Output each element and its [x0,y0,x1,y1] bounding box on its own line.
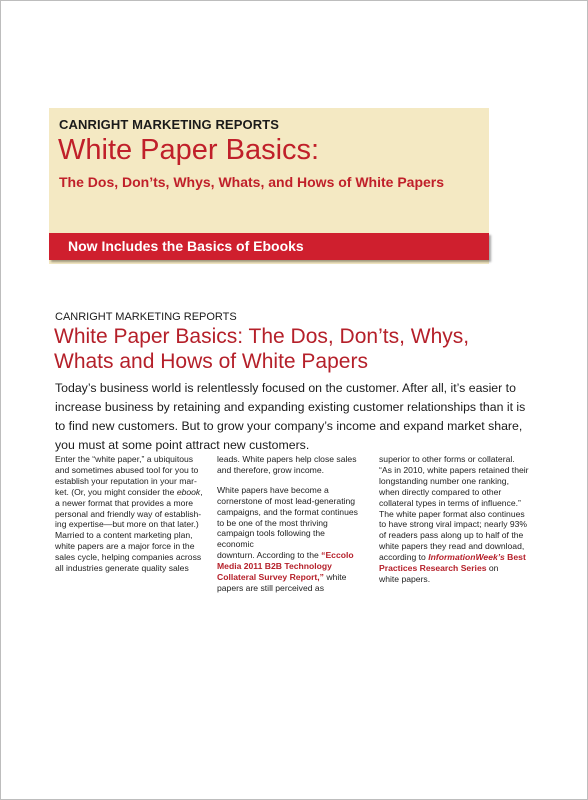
intro-line: Today’s business world is relentlessly focused on the customer. After all, it’s easier to [55,381,516,395]
body-line: papers are still perceived as [217,582,324,593]
body-line: campaign tools following the economic [217,528,325,550]
body-line: sales cycle, helping companies across [55,552,202,563]
ebooks-banner-text: Now Includes the Basics of Ebooks [68,238,304,254]
body-line: to have strong viral impact; nearly 93% [379,519,528,530]
article-intro [55,379,555,455]
body-text: according to [379,552,429,563]
body-line: when directly compared to other [379,486,502,497]
body-paragraph [217,454,362,476]
body-line [217,550,362,561]
body-line: to be one of the most thriving [217,517,328,528]
body-line: Married to a content marketing plan, [55,530,193,541]
body-line: “As in 2010, white papers retained their [379,464,529,475]
body-line: longstanding number one ranking, [379,475,509,486]
body-text: , [200,486,203,497]
article-kicker: CANRIGHT MARKETING REPORTS [55,311,237,323]
body-line: and therefore, grow income. [217,464,325,475]
body-line: campaigns, and the format continues [217,506,358,517]
body-line: white papers they read and download, [379,541,525,552]
body-line: white papers. [379,573,431,584]
body-text: on [486,563,499,574]
body-line: Enter the “white paper,” a ubiquitous [55,454,194,464]
body-line: personal and friendly way of establish- [55,508,202,519]
body-text: downturn. According to the [217,550,322,561]
body-paragraph [217,485,362,594]
body-line: and sometimes abused tool for you to [55,464,199,475]
body-line: The white paper format also continues [379,508,525,519]
ebooks-banner [49,233,489,260]
article-title-line: Whats and Hows of White Papers [54,350,368,373]
body-column-2 [217,454,362,603]
body-line: superior to other forms or collateral. [379,454,515,464]
eccolo-report-reference: “Eccolo [321,550,354,561]
informationweek-reference: Best [504,552,526,563]
intro-line: increase business by retaining and expanding existing customer relationships than it is [55,400,526,414]
body-line [379,563,529,574]
body-text: ket. (Or, you might consider the [55,486,177,497]
body-column-1 [55,454,207,574]
body-line: cornerstone of most lead-generating [217,495,356,506]
body-line: collateral types in terms of influence.” [379,497,521,508]
body-line: white papers are a major force in the [55,541,195,552]
body-line: establish your reputation in your mar- [55,475,197,486]
body-text: white [323,572,347,583]
body-line: ing expertise—but more on that later.) [55,519,199,530]
article-title-line: White Paper Basics: The Dos, Don’ts, Whys, [54,325,470,348]
body-line: leads. White papers help close sales [217,454,357,464]
informationweek-reference: Practices Research Series [379,563,487,574]
article-title [54,324,554,374]
cover-subtitle: The Dos, Don’ts, Whys, Whats, and Hows of White Papers [59,174,445,190]
cover-panel [49,108,489,264]
eccolo-report-reference: Media 2011 B2B Technology [217,561,332,572]
body-line: White papers have become a [217,484,329,495]
eccolo-report-reference: Collateral Survey Report,” [217,572,324,583]
cover-title: White Paper Basics: [58,134,320,166]
intro-line: to find new customers. But to grow your company’s income and expand market share, [55,419,523,433]
body-line: a newer format that provides a more [55,497,194,508]
body-line [217,572,362,583]
body-line [379,552,529,563]
intro-line: you must at some point attract new customers. [55,438,310,452]
body-line: all industries generate quality sales [55,563,189,574]
body-line: of readers pass along up to half of the [379,530,524,541]
informationweek-reference: InformationWeek’s [428,552,505,563]
cover-kicker: CANRIGHT MARKETING REPORTS [59,117,279,132]
body-line [55,487,207,498]
ebook-term: ebook [176,486,201,497]
body-column-3 [379,454,529,585]
